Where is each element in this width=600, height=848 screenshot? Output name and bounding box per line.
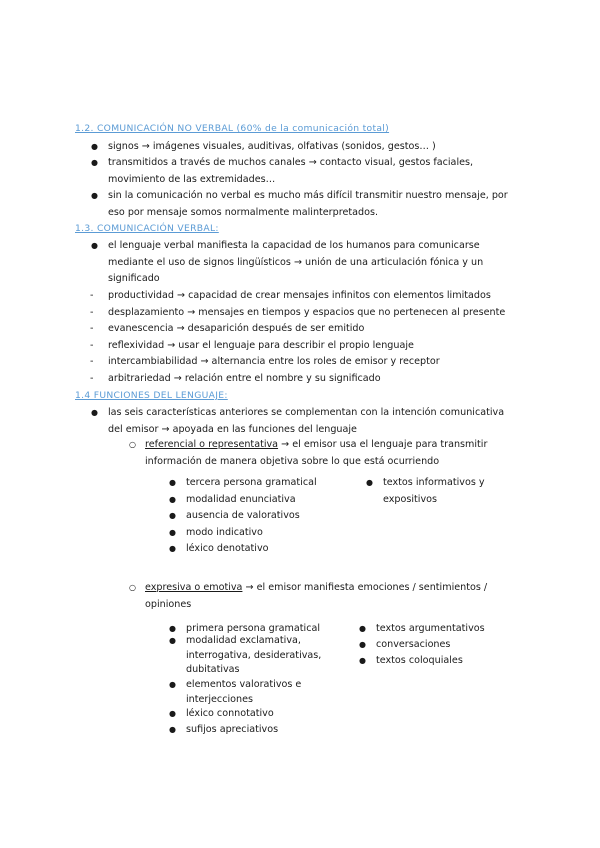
list-item — [91, 188, 518, 221]
list-item-text: signos → imágenes visuales, auditivas, olfativas (sonidos, gestos… ) — [108, 141, 436, 152]
dash-item: - desplazamiento → mensajes en tiempos y espacios que no pertenecen al presente — [90, 307, 506, 318]
dash-item-text: evanescencia → desaparición después de ser emitido — [108, 323, 365, 334]
list-item-text: las seis características anteriores se complementan con la intención comunicativa del emisor → apoyada en las funciones del lenguaje — [108, 407, 505, 435]
section-heading-1-3: 1.3. COMUNICACIÓN VERBAL: — [75, 223, 219, 234]
section-heading-1-2: 1.2. COMUNICACIÓN NO VERBAL (60% de la comunicación total) — [75, 123, 390, 134]
dash-item: - arbitrariedad → relación entre el nombre y su significado — [90, 373, 381, 384]
feature-item: ● modo indicativo — [186, 525, 366, 542]
feature-item: ● léxico connotativo — [186, 706, 356, 723]
list-item — [91, 238, 518, 288]
bullet-icon: ● — [169, 624, 176, 633]
circle-bullet-icon: ○ — [129, 583, 136, 592]
bullet-icon: ● — [169, 528, 176, 537]
feature-item: ● primera persona gramatical — [186, 621, 356, 638]
dash-item: - productividad → capacidad de crear mensajes infinitos con elementos limitados — [90, 290, 491, 301]
function-item — [129, 437, 515, 470]
function-description: → el emisor usa el lenguaje para transmitir información de manera objetiva sobre lo que está ocurriendo — [145, 439, 488, 467]
feature-item: ● tercera persona gramatical — [186, 475, 366, 492]
bullet-icon: ● — [91, 158, 98, 167]
list-item — [91, 139, 528, 156]
function-item — [129, 580, 515, 613]
bullet-icon: ● — [169, 636, 176, 645]
list-item — [91, 405, 520, 438]
circle-bullet-icon: ○ — [129, 440, 136, 449]
bullet-icon: ● — [359, 656, 366, 665]
feature-item: ● modalidad enunciativa — [186, 492, 366, 509]
dash-item-text: productividad → capacidad de crear mensajes infinitos con elementos limitados — [108, 290, 491, 301]
bullet-icon: ● — [169, 511, 176, 520]
function-description: → el emisor manifiesta emociones / sentimientos / opiniones — [145, 582, 488, 610]
bullet-icon: ● — [359, 640, 366, 649]
dash-item: - reflexividad → usar el lenguaje para describir el propio lenguaje — [90, 340, 414, 351]
bullet-icon: ● — [169, 478, 176, 487]
dash-item-text: reflexividad → usar el lenguaje para describir el propio lenguaje — [108, 340, 414, 351]
bullet-icon: ● — [91, 142, 98, 151]
dash-item: - intercambiabilidad → alternancia entre los roles de emisor y receptor — [90, 356, 440, 367]
bullet-icon: ● — [91, 191, 98, 200]
bullet-icon: ● — [169, 544, 176, 553]
text-type-item: ● textos coloquiales — [376, 653, 516, 670]
bullet-icon: ● — [91, 241, 98, 250]
bullet-icon: ● — [366, 478, 373, 487]
dash-item-text: arbitrariedad → relación entre el nombre y su significado — [108, 373, 381, 384]
dash-item: - evanescencia → desaparición después de ser emitido — [90, 323, 365, 334]
bullet-icon: ● — [169, 495, 176, 504]
text-type-item: ● conversaciones — [376, 637, 516, 654]
bullet-icon: ● — [169, 709, 176, 718]
bullet-icon: ● — [169, 680, 176, 689]
bullet-icon: ● — [169, 725, 176, 734]
bullet-icon: ● — [359, 624, 366, 633]
list-item-text: sin la comunicación no verbal es mucho más difícil transmitir nuestro mensaje, por eso por mensaje somos normalmente malinterpretados. — [108, 190, 508, 218]
dash-item-text: desplazamiento → mensajes en tiempos y espacios que no pertenecen al presente — [108, 307, 506, 318]
feature-item: ● ausencia de valorativos — [186, 508, 366, 525]
list-item — [91, 155, 508, 188]
list-item-text: transmitidos a través de muchos canales → contacto visual, gestos faciales, movimiento de las extremidades… — [108, 157, 474, 185]
feature-item: ● elementos valorativos e interjecciones — [169, 679, 302, 705]
list-item-text: el lenguaje verbal manifiesta la capacidad de los humanos para comunicarse mediante el uso de signos lingüísticos → unión de una articulación fónica y un significado — [108, 240, 484, 284]
bullet-icon: ● — [91, 408, 98, 417]
dash-item-text: intercambiabilidad → alternancia entre los roles de emisor y receptor — [108, 356, 440, 367]
function-name: referencial o representativa — [145, 439, 279, 450]
text-type-item: ● textos argumentativos — [376, 621, 516, 638]
function-name: expresiva o emotiva — [145, 582, 243, 593]
feature-item: ● modalidad exclamativa, interrogativa, desiderativas, dubitativas — [169, 635, 322, 675]
text-type-item: ● textos informativos y expositivos — [366, 477, 485, 505]
feature-item: ● sufijos apreciativos — [186, 722, 356, 739]
feature-item: ● léxico denotativo — [186, 541, 366, 558]
section-heading-1-4: 1.4 FUNCIONES DEL LENGUAJE: — [75, 390, 228, 401]
